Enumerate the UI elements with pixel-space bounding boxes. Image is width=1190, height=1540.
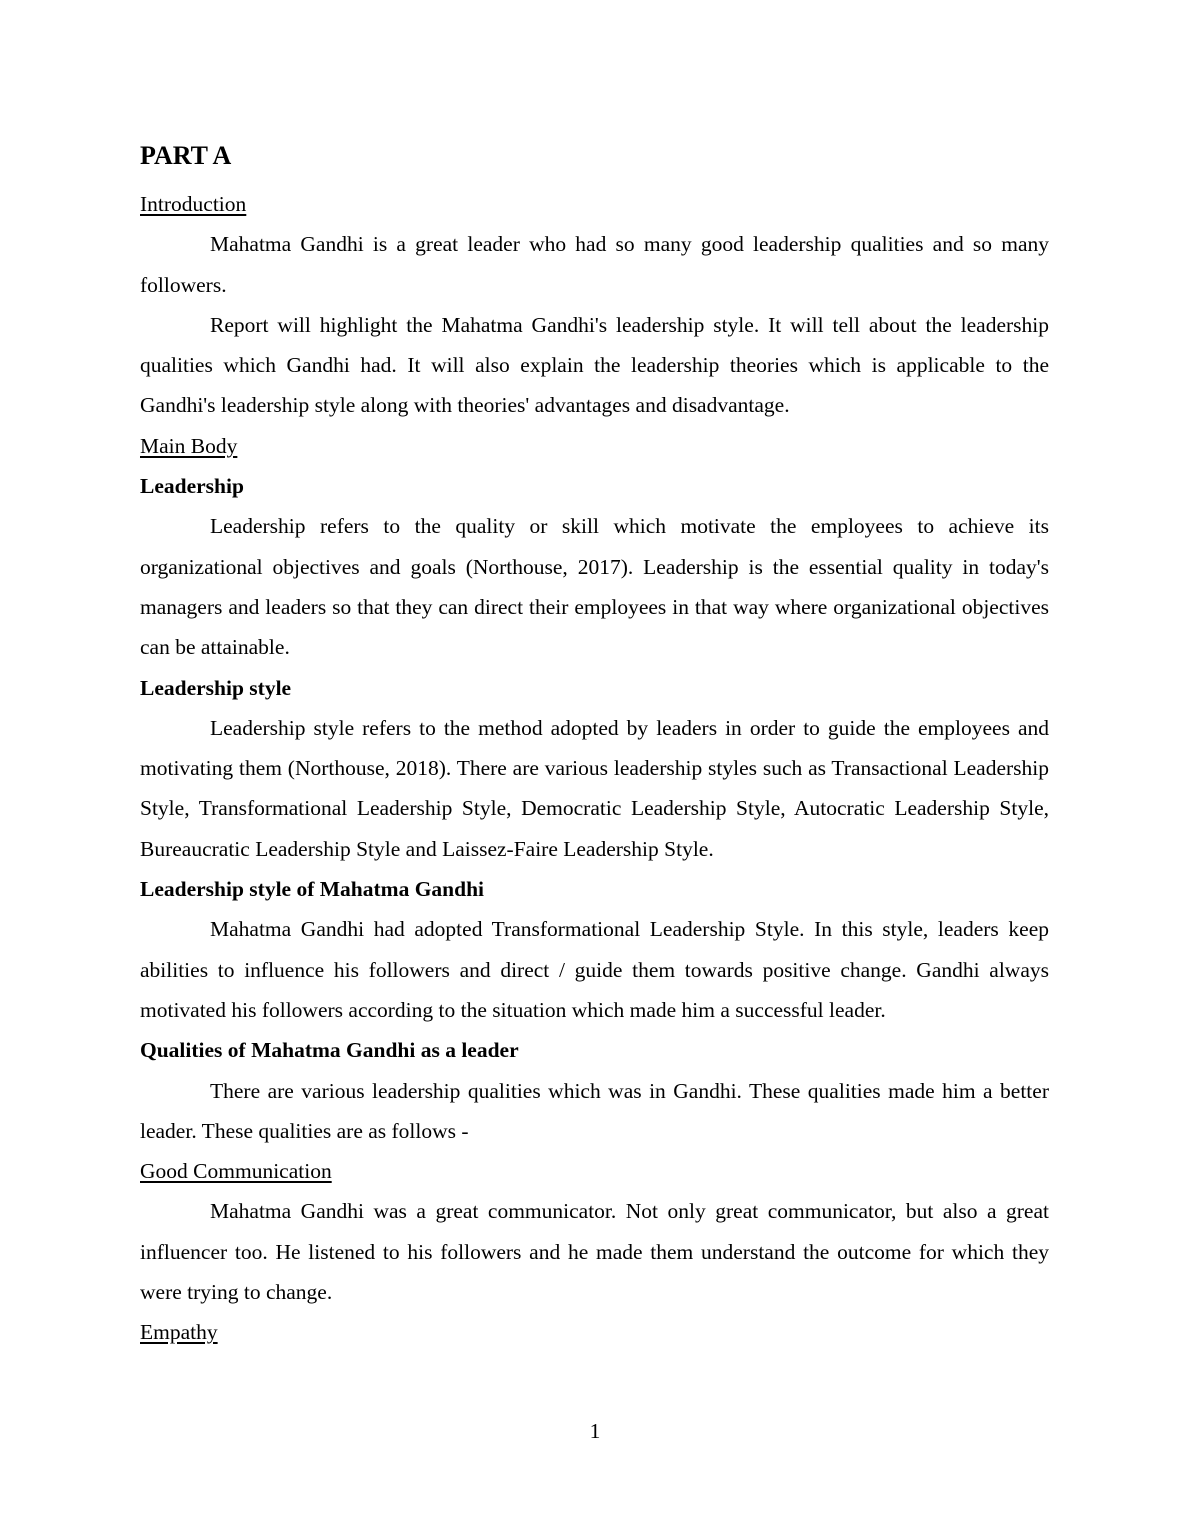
page-content bbox=[140, 138, 1049, 1353]
leadership-style-paragraph: Leadership style refers to the method adopted by leaders in order to guide the employees and motivating them (Northouse, 2018). There are various leadership styles such as Transactional Leadership Style, Transformational Leadership Style, Democratic Leadership Style, Autocratic Leadership Style, Bureaucratic Leadership Style and Laissez-Faire Leadership Style. bbox=[140, 715, 1049, 861]
gandhi-style-paragraph: Mahatma Gandhi had adopted Transformational Leadership Style. In this style, leaders keep abilities to influence his followers and direct / guide them towards positive change. Gandhi always motivated his followers according to the situation which made him a successful leader. bbox=[140, 917, 1049, 1022]
qualities-heading: Qualities of Mahatma Gandhi as a leader bbox=[140, 1038, 519, 1063]
leadership-style-heading: Leadership style bbox=[140, 675, 292, 700]
introduction-paragraph-2: Report will highlight the Mahatma Gandhi's leadership style. It will tell about the leadership qualities which Gandhi had. It will also explain the leadership theories which is applicable to the Gandhi's leadership style along with theories' advantages and disadvantage. bbox=[140, 312, 1049, 418]
qualities-paragraph: There are various leadership qualities which was in Gandhi. These qualities made him a better leader. These qualities are as follows - bbox=[140, 1078, 1049, 1143]
good-communication-heading: Good Communication bbox=[140, 1159, 332, 1184]
gandhi-style-heading: Leadership style of Mahatma Gandhi bbox=[140, 877, 485, 902]
introduction-paragraph-1: Mahatma Gandhi is a great leader who had so many good leadership qualities and so many followers. bbox=[140, 232, 1049, 297]
leadership-paragraph: Leadership refers to the quality or skill which motivate the employees to achieve its organizational objectives and goals (Northouse, 2017). Leadership is the essential quality in today's managers and leaders so that they can direct their employees in that way where organizational objectives can be attainable. bbox=[140, 514, 1049, 660]
part-title: PART A bbox=[140, 141, 232, 170]
introduction-heading: Introduction bbox=[140, 192, 247, 216]
main-body-heading: Main Body bbox=[140, 433, 238, 458]
good-communication-paragraph: Mahatma Gandhi was a great communicator. Not only great communicator, but also a great influencer too. He listened to his followers and he made them understand the outcome for which they were trying to change. bbox=[140, 1199, 1049, 1305]
leadership-heading: Leadership bbox=[140, 474, 244, 499]
empathy-heading: Empathy bbox=[140, 1320, 218, 1345]
page-number: 1 bbox=[589, 1419, 601, 1443]
